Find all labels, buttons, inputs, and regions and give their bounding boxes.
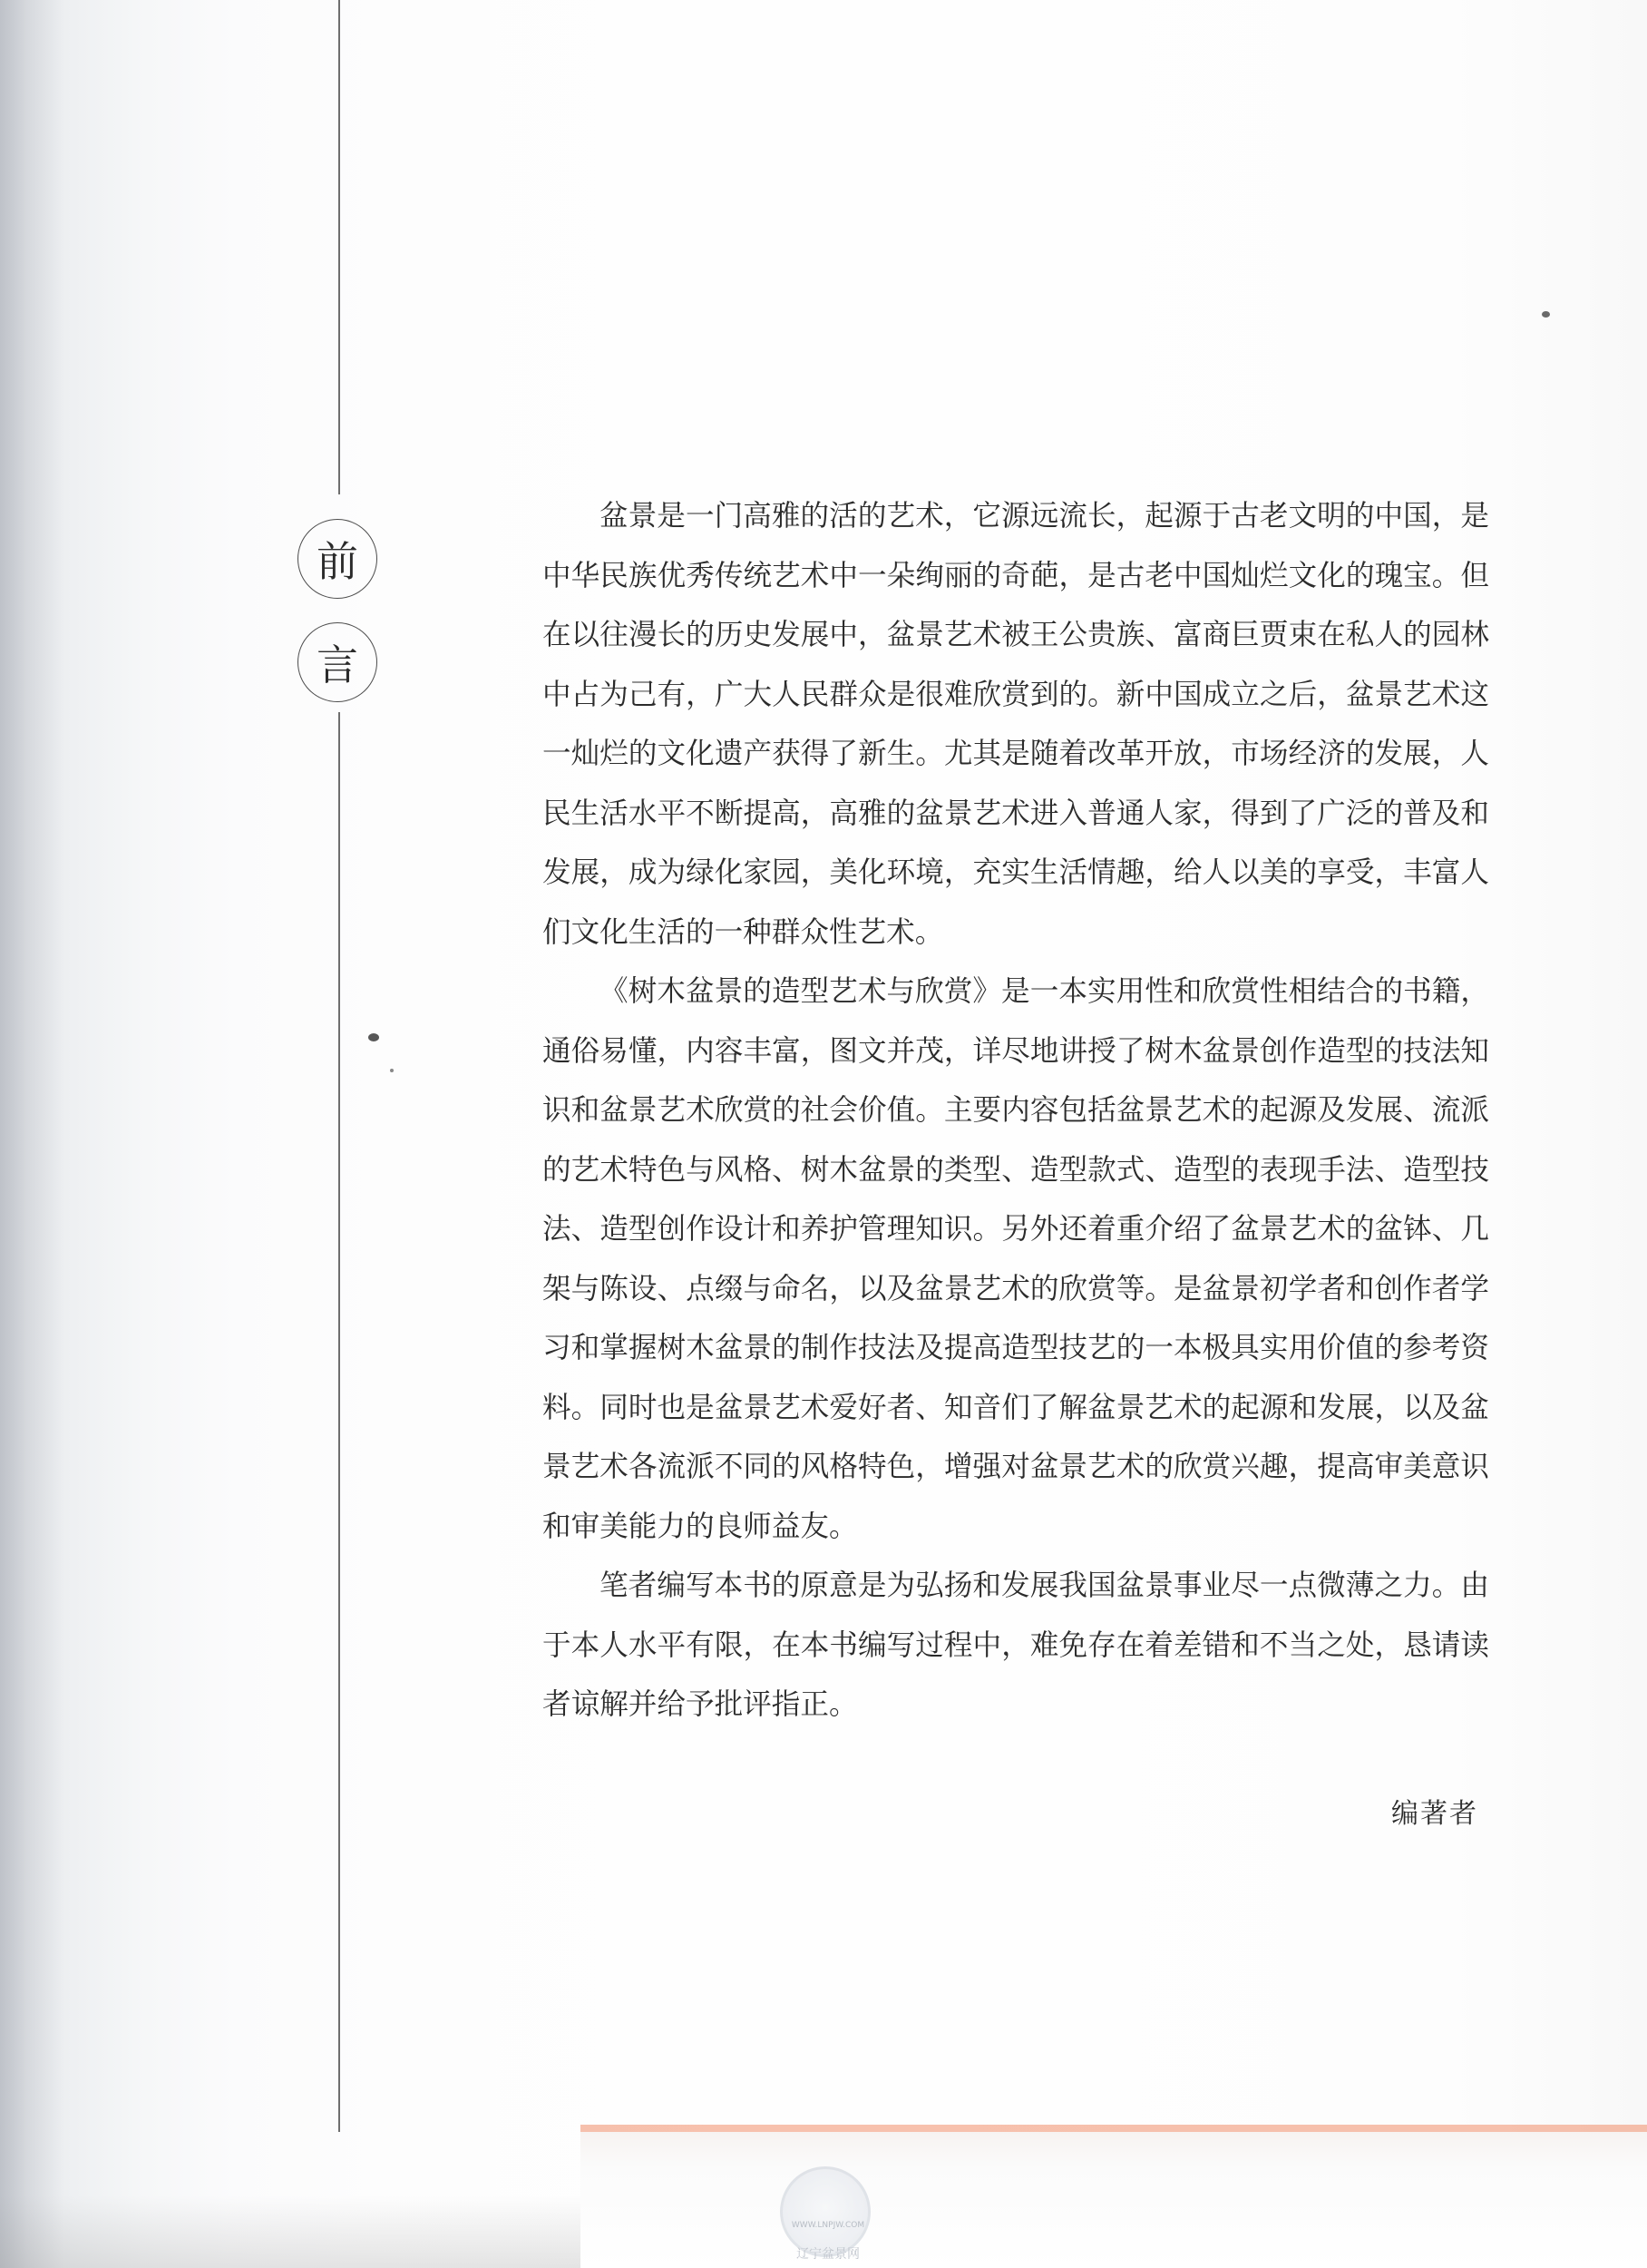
page-bottom-band: [580, 2132, 1647, 2268]
dust-speck: [368, 1033, 379, 1041]
author-signature: 编著者: [1391, 1798, 1478, 1830]
paragraph-3: 笔者编写本书的原意是为弘扬和发展我国盆景事业尽一点微薄之力。由于本人水平有限，在本书编写过程中，难免存在着差错和不当之处，恳请读者谅解并给予批评指正。: [542, 1569, 1489, 1721]
paragraph-2: 《树木盆景的造型艺术与欣赏》是一本实用性和欣赏性相结合的书籍，通俗易懂，内容丰富，图文并茂，详尽地讲授了树木盆景创作造型的技法知识和盆景艺术欣赏的社会价值。主要内容包括盆景艺术的起源及发展、流派的艺术特色与风格、树木盆景的类型、造型款式、造型的表现手法、造型技法、造型创作设计和养护管理知识。另外还着重介绍了盆景艺术的盆钵、几架与陈设、点缀与命名，以及盆景艺术的欣赏等。是盆景初学者和创作者学习和掌握树木盆景的制作技法及提高造型技艺的一本极具实用价值的参考资料。同时也是盆景艺术爱好者、知音们了解盆景艺术的起源和发展，以及盆景艺术各流派不同的风格特色，增强对盆景艺术的欣赏兴趣，提高审美意识和审美能力的良师益友。: [542, 975, 1489, 1543]
title-char-yan: 言: [317, 640, 358, 689]
title-char-qian: 前: [317, 537, 358, 586]
preface-body: [542, 487, 1489, 1735]
dust-speck: [390, 1069, 394, 1072]
title-circle-qian: [297, 519, 377, 599]
title-circle-yan: [297, 622, 377, 702]
dust-speck: [1542, 311, 1550, 318]
vertical-rule-top: [338, 0, 340, 494]
watermark-name: 辽宁盆景网: [796, 2247, 860, 2262]
paragraph-1: 盆景是一门高雅的活的艺术，它源远流长，起源于古老文明的中国，是中华民族优秀传统艺术中一朵绚丽的奇葩，是古老中国灿烂文化的瑰宝。但在以往漫长的历史发展中，盆景艺术被王公贵族、富商巨贾束在私人的园林中占为己有，广大人民群众是很难欣赏到的。新中国成立之后，盆景艺术这一灿烂的文化遗产获得了新生。尤其是随着改革开放，市场经济的发展，人民生活水平不断提高，高雅的盆景艺术进入普通人家，得到了广泛的普及和发展，成为绿化家园，美化环境，充实生活情趣，给人以美的享受，丰富人们文化生活的一种群众性艺术。: [542, 500, 1489, 949]
page-bottom-shadow: [0, 2195, 653, 2268]
site-watermark: [760, 2166, 896, 2268]
watermark-url: WWW.LNPJW.COM: [791, 2221, 865, 2230]
watermark-logo-icon: [780, 2166, 871, 2257]
cover-edge-strip: [580, 2125, 1647, 2132]
vertical-rule-bottom: [338, 712, 340, 2132]
page-gutter-shadow: [0, 0, 63, 2268]
